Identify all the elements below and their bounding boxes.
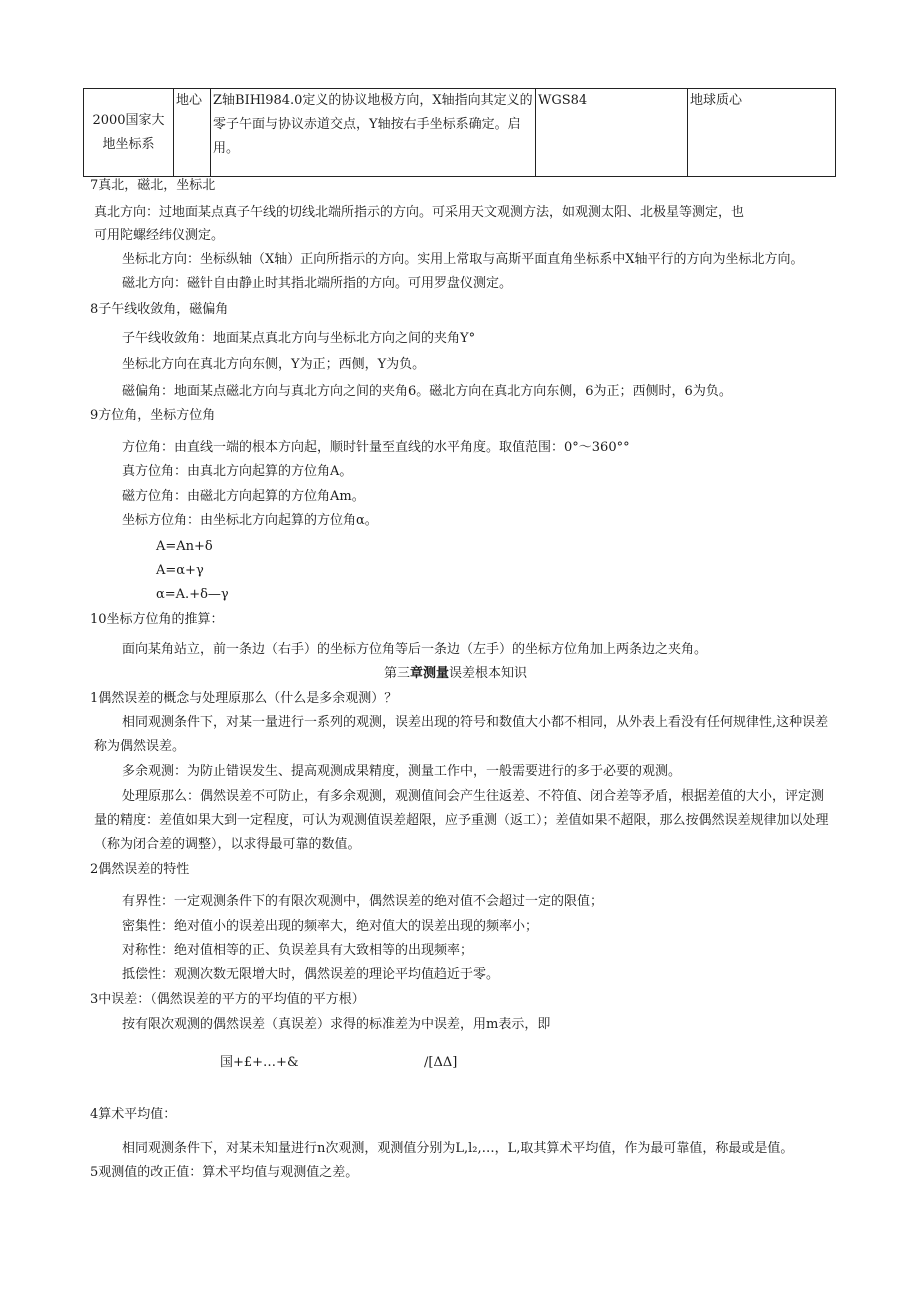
system-name: 2000国家大地坐标系 (92, 112, 165, 152)
formula-1: A=An+δ (156, 539, 213, 554)
question-2-heading: 2偶然误差的特性 (90, 862, 190, 877)
coordinate-system-table (83, 88, 836, 177)
paragraph-true-north-cont: 可用陀螺经纬仪测定。 (94, 228, 225, 243)
section-9-heading: 9方位角，坐标方位角 (90, 408, 216, 423)
paragraph-density: 密集性：绝对值小的误差出现的频率大，绝对值大的误差出现的频率小； (122, 919, 539, 934)
chapter-title (384, 667, 527, 680)
paragraph-symmetry: 对称性：绝对值相等的正、负误差具有大致相等的出现频率； (122, 943, 474, 958)
section-10-heading: 10坐标方位角的推算： (90, 612, 224, 627)
origin-type: 地心 (176, 93, 203, 108)
system-name-cell (84, 89, 174, 177)
question-4-heading: 4算术平均值： (90, 1107, 177, 1122)
formula-mean-error-right: /[ΔΔ] (424, 1055, 458, 1070)
paragraph-compensation: 抵偿性：观测次数无限增大时，偶然误差的理论平均值趋近于零。 (122, 967, 500, 982)
paragraph-grid-azimuth: 坐标方位角：由坐标北方向起算的方位角α。 (122, 513, 378, 528)
ellipsoid-name: WGS84 (538, 93, 588, 108)
paragraph-convergence-sign: 坐标北方向在真北方向东侧，Y为正；西侧，Y为负。 (122, 357, 426, 372)
paragraph-redundant-obs: 多余观测：为防止错误发生、提高观测成果精度，测量工作中，一般需要进行的多于必要的观测。 (122, 764, 682, 779)
paragraph-principle: 处理原那么：偶然误差不可防止，有多余观测，观测值间会产生往返差、不符值、闭合差等矛盾，根据差值的大小，评定测 (122, 789, 825, 804)
paragraph-random-error: 相同观测条件下，对某一量进行一系列的观测，误差出现的符号和数值大小都不相同，从外表上看没有任何规律性,这种误差 (122, 715, 829, 730)
paragraph-magnetic-north: 磁北方向：磁针自由静止时其指北端所指的方向。可用罗盘仪测定。 (122, 276, 513, 291)
paragraph-grid-north: 坐标北方向：坐标纵轴（X轴）正向所指示的方向。实用上常取与高斯平面直角坐标系中X轴平行的方向为坐标北方向。 (122, 252, 804, 267)
paragraph-convergence: 子午线收敛角：地面某点真北方向与坐标北方向之间的夹角Y° (122, 331, 476, 346)
origin-cell (174, 89, 211, 177)
paragraph-true-azimuth: 真方位角：由真北方向起算的方位角A。 (122, 464, 353, 479)
paragraph-declination: 磁偏角：地面某点磁北方向与真北方向之间的夹角6。磁北方向在真北方向东侧，6为正；西侧时，6为负。 (122, 384, 732, 399)
chapter-title-bold: 章测量 (410, 666, 450, 681)
section-7-heading: 7真北，磁北，坐标北 (90, 178, 216, 193)
paragraph-principle-cont-2: （称为闭合差的调整），以求得最可靠的数值。 (94, 837, 361, 852)
paragraph-principle-cont-1: 量的精度：差值如果大到一定程度，可认为观测值误差超限，应予重测（返工）；差值如果不超限，那么按偶然误差规律加以处理 (94, 813, 829, 828)
paragraph-random-error-cont: 称为偶然误差。 (94, 739, 186, 754)
paragraph-azimuth-calculation: 面向某角站立，前一条边（右手）的坐标方位角等后一条边（左手）的坐标方位角加上两条边之夹角。 (122, 642, 708, 657)
question-3-heading: 3中误差：（偶然误差的平方的平均值的平方根） (90, 992, 365, 1007)
ellipsoid-cell (536, 89, 688, 177)
definition-cell (211, 89, 536, 177)
chapter-title-suffix: 误差根本知识 (449, 666, 528, 681)
formula-mean-error-left: 国+£+…+& (220, 1055, 299, 1070)
paragraph-arithmetic-mean: 相同观测条件下，对某未知量进行n次观测，观测值分别为L,l₂,…，L,取其算术平均值，作为最可靠值，称最或是值。 (122, 1141, 794, 1156)
chapter-title-prefix: 第三 (384, 666, 411, 681)
section-8-heading: 8子午线收敛角，磁偏角 (90, 302, 229, 317)
paragraph-boundedness: 有界性：一定观测条件下的有限次观测中，偶然误差的绝对值不会超过一定的限值； (122, 894, 604, 909)
formula-2: A=α+γ (156, 563, 204, 578)
paragraph-magnetic-azimuth: 磁方位角：由磁北方向起算的方位角Am。 (122, 489, 365, 504)
center-description: 地球质心 (690, 93, 743, 108)
question-1-heading: 1偶然误差的概念与处理原那么（什么是多余观测）？ (90, 691, 398, 706)
formula-3: α=A.+δ—γ (156, 587, 229, 602)
paragraph-mean-error: 按有限次观测的偶然误差（真误差）求得的标准差为中误差，用m表示，即 (122, 1017, 551, 1032)
axis-definition: Z轴BIHl984.0定义的协议地极方向，X轴指向其定义的零子午面与协议赤道交点，Y轴按右手坐标系确定。启用。 (213, 93, 533, 156)
paragraph-azimuth: 方位角：由直线一端的根本方向起，顺时针量至直线的水平角度。取值范围：0°～360°° (122, 440, 630, 455)
question-5-heading: 5观测值的改正值：算术平均值与观测值之差。 (90, 1165, 359, 1180)
paragraph-true-north: 真北方向：过地面某点真子午线的切线北端所指示的方向。可采用天文观测方法，如观测太阳、北极星等测定，也 (94, 205, 745, 220)
center-cell (688, 89, 836, 177)
table-row (84, 89, 836, 177)
